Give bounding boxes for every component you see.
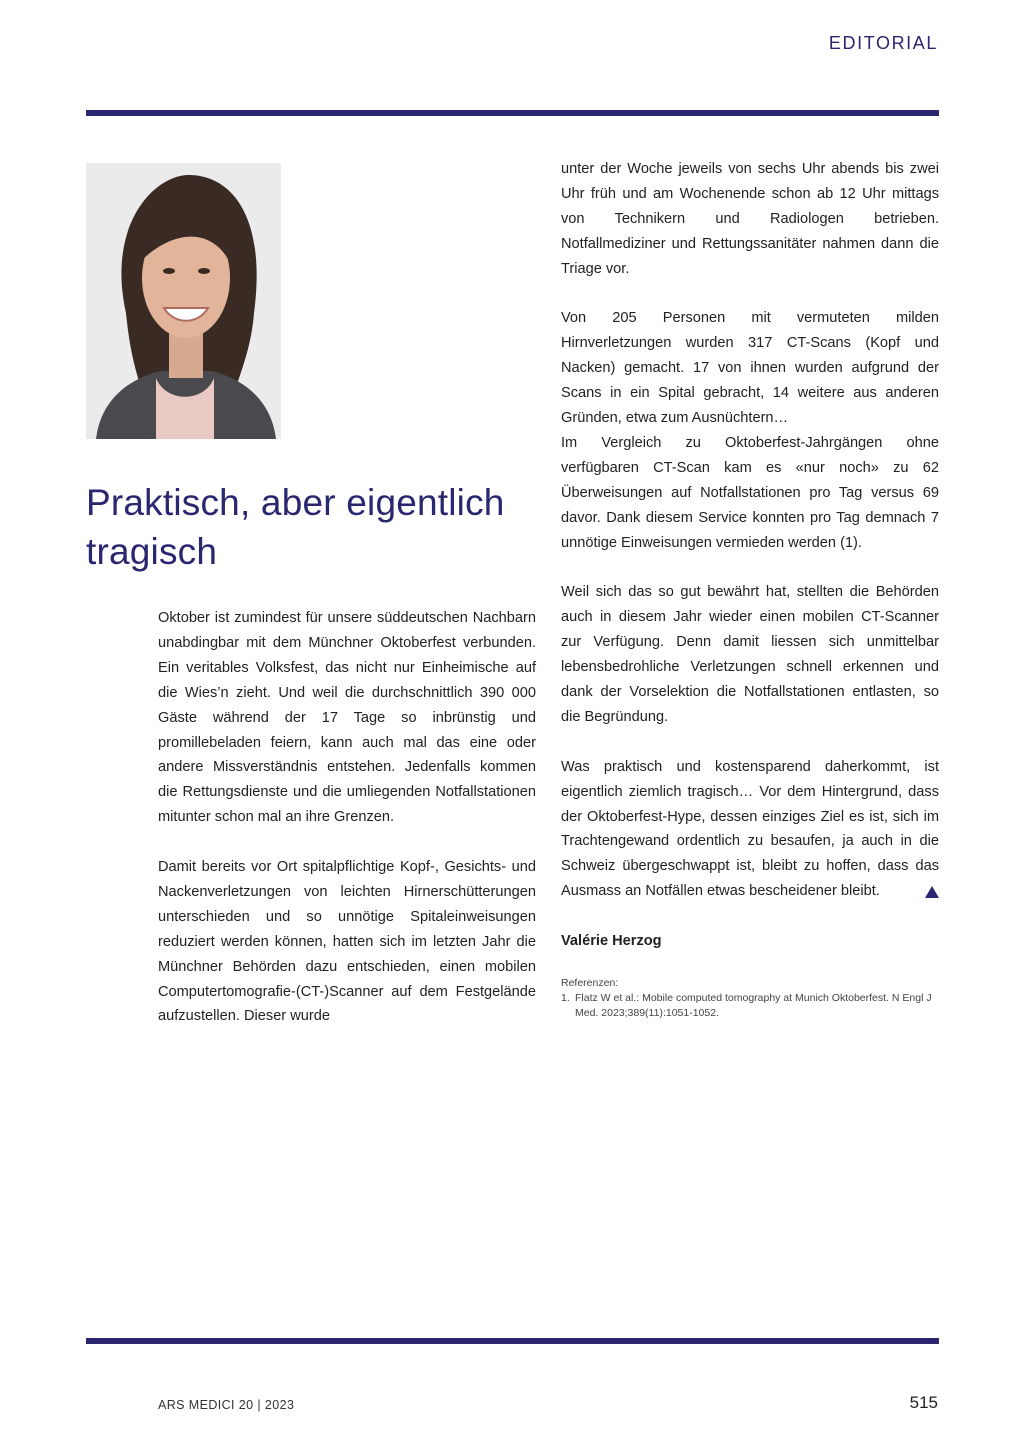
paragraph: unter der Woche jeweils von sechs Uhr abends bis zwei Uhr früh und am Wochenende schon ab 12 Uhr mittags von Technikern und Radiologen betrieben. Notfallmediziner und Rettungssanitäter nahmen dann die Triage vor. <box>561 161 939 277</box>
reference-number: 1. <box>561 991 570 1004</box>
paragraph: Im Vergleich zu Oktoberfest-Jahrgängen ohne verfügbaren CT-Scan kam es «nur noch» zu 62 Überweisungen auf Notfallstationen pro Tag versus 69 davor. Dank diesem Service konnten pro Tag demnach 7 unnötige Einweisungen vermieden werden (1). <box>561 434 939 551</box>
triangle-up-icon <box>925 886 939 898</box>
page-number: 515 <box>909 1393 938 1412</box>
section-label: EDITORIAL <box>828 33 938 53</box>
paragraph: Damit bereits vor Ort spitalpflichtige Kopf-, Gesichts- und Nackenverletzungen von leichten Hirnerschütterungen unterschieden und so unnötige Spitaleinweisungen reduziert werden können, hatten sich im letzten Jahr die Münchner Behörden dazu entschieden, einen mobilen Computertomografie-(CT-)Scanner auf dem Festgelände aufzustellen. Dieser wurde <box>158 859 536 1025</box>
journal-issue: ARS MEDICI 20 | 2023 <box>158 1398 295 1412</box>
bottom-divider <box>86 1338 939 1344</box>
paragraph-final <box>561 755 939 904</box>
article-left-column <box>158 606 536 1029</box>
reference-text: Flatz W et al.: Mobile computed tomography at Munich Oktoberfest. N Engl J Med. 2023;389(11):1051-1052. <box>575 991 932 1019</box>
author-name: Valérie Herzog <box>561 933 662 950</box>
references <box>561 976 939 1021</box>
paragraph-text: Was praktisch und kostensparend daherkommt, ist eigentlich ziemlich tragisch… Vor dem Hintergrund, dass der Oktoberfest-Hype, dessen einziges Ziel es ist, sich im Trachtengewand ordentlich zu besaufen, ja auch in die Schweiz übergeschwappt ist, bleibt zu hoffen, dass das Ausmass an Notfällen etwas bescheidener bleibt. <box>561 758 939 900</box>
article-title: Praktisch, aber eigentlich tragisch <box>86 482 505 572</box>
paragraph: Weil sich das so gut bewährt hat, stellten die Behörden auch in diesem Jahr wieder einen mobilen CT-Scanner zur Verfügung. Denn damit liessen sich unmittelbar lebensbedrohliche Verletzungen schnell erkennen und dank der Vorselektion die Notfallstationen entlasten, so die Begründung. <box>561 584 939 725</box>
reference-item <box>561 991 939 1021</box>
paragraph: Oktober ist zumindest für unsere süddeutschen Nachbarn unabdingbar mit dem Münchner Oktoberfest verbunden. Ein veritables Volksfest, das nicht nur Einheimische auf die Wies’n zieht. Und weil die durchschnittlich 390 000 Gäste während der 17 Tage so inbrünstig und promillebeladen feiern, kann auch mal das eine oder andere Missverständnis entstehen. Jedenfalls kommen die Rettungsdienste und die umliegenden Notfallstationen mitunter schon mal an ihre Grenzen. <box>158 610 536 826</box>
top-divider <box>86 110 939 116</box>
references-heading: Referenzen: <box>561 976 619 989</box>
paragraph: Von 205 Personen mit vermuteten milden Hirnverletzungen wurden 317 CT-Scans (Kopf und Nacken) gemacht. 17 von ihnen wurden aufgrund der Scans in ein Spital gebracht, 14 weitere aus anderen Gründen, etwa zum Ausnüchtern… <box>561 310 939 427</box>
article-right-column <box>561 157 939 1021</box>
author-photo <box>86 163 281 439</box>
